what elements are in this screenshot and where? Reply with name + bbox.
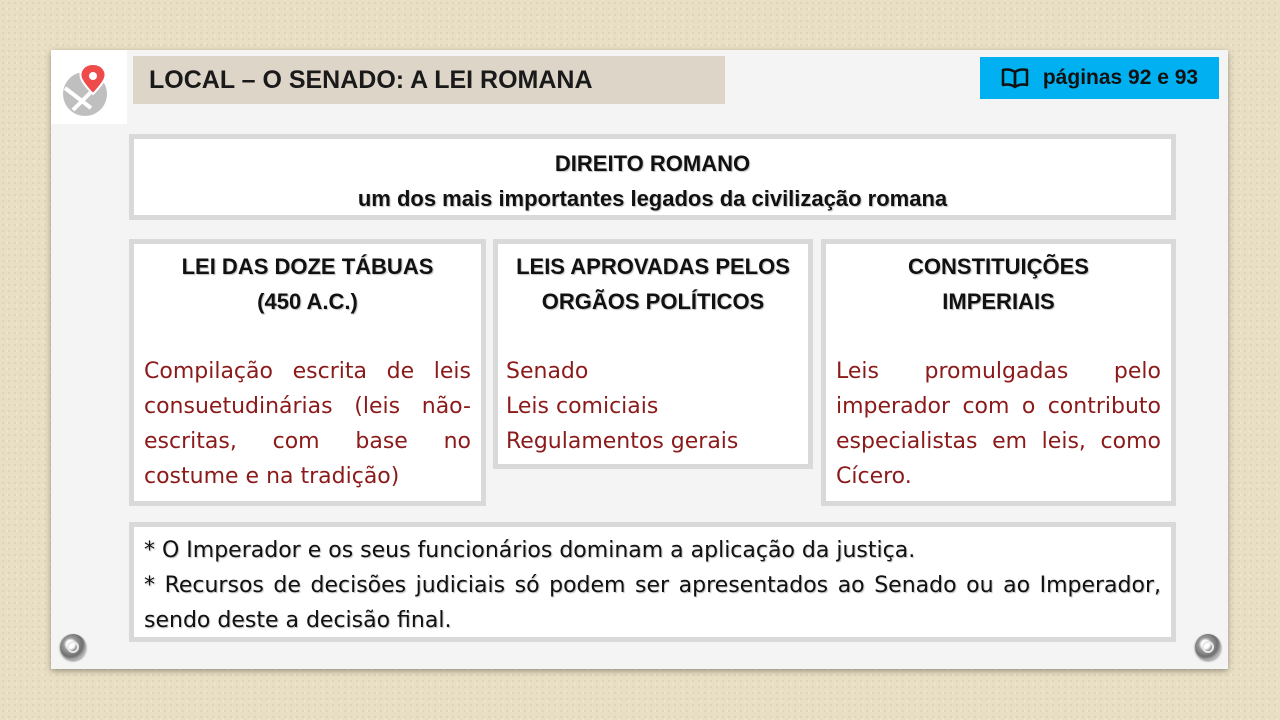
pushpin-right-icon: [1195, 634, 1221, 660]
column-title: IMPERIAIS: [942, 289, 1055, 314]
column-doze-tabuas: [129, 239, 486, 506]
note-item: * Recursos de decisões judiciais só podem ser apresentados ao Senado ou ao Imperador, sendo deste a decisão final.: [144, 573, 1161, 633]
list-item: Leis comiciais: [506, 394, 659, 419]
column-title: LEIS APROVADAS PELOS: [516, 254, 790, 279]
direito-romano-subtitle: um dos mais importantes legados da civilização romana: [357, 186, 948, 211]
slide: [51, 50, 1228, 669]
location-icon-box: [51, 50, 127, 124]
column-leis-aprovadas: [493, 239, 813, 469]
column-title: ORGÃOS POLÍTICOS: [541, 289, 765, 314]
direito-romano-title: DIREITO ROMANO: [554, 151, 751, 176]
pushpin-left-icon: [60, 634, 86, 660]
pages-badge[interactable]: [980, 57, 1219, 99]
map-pin-icon: [51, 50, 127, 124]
list-item: Regulamentos gerais: [506, 429, 739, 454]
column-title: CONSTITUIÇÕES: [908, 254, 1089, 279]
notes-box: [129, 522, 1176, 642]
page-title: [133, 56, 725, 104]
book-icon: [1001, 67, 1029, 89]
list-item: Senado: [506, 359, 589, 384]
column-body: Leis promulgadas pelo imperador com o contributo especialistas em leis, como Cícero.: [836, 359, 1161, 489]
page-title-text: LOCAL – O SENADO: A LEI ROMANA: [149, 65, 593, 94]
direito-romano-box: [129, 134, 1176, 220]
column-constituicoes: [821, 239, 1176, 506]
column-title: LEI DAS DOZE TÁBUAS: [181, 254, 434, 279]
column-title: (450 A.C.): [257, 289, 358, 314]
column-body: Compilação escrita de leis consuetudinárias (leis não-escritas, com base no costume e na tradição): [144, 359, 471, 489]
note-item: * O Imperador e os seus funcionários dominam a aplicação da justiça.: [144, 538, 916, 563]
pages-label: páginas 92 e 93: [1042, 66, 1199, 89]
column-list: [506, 354, 800, 459]
